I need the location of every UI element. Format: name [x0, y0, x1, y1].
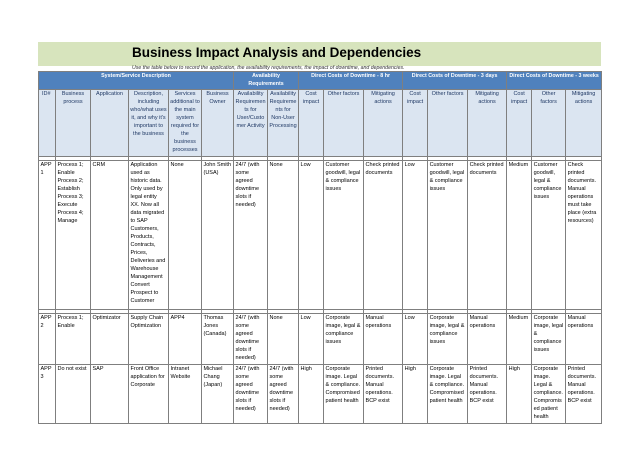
- column-header: Services additional to the main system required for the business processes: [169, 90, 202, 157]
- table-cell: 24/7 (with some agreed downtime slots if needed): [234, 314, 268, 365]
- table-cell: Printed documents. Manual operations. BCP exist: [566, 364, 602, 423]
- column-header: Availability Requirements for Non-User Processing: [268, 90, 299, 157]
- group-header-availability: Availability Requirements: [234, 72, 299, 90]
- table-cell: Corporate image. Legal & compliance. Compromised patient health: [428, 364, 468, 423]
- column-header: Other factors: [532, 90, 566, 157]
- table-cell: APP4: [169, 314, 202, 365]
- table-cell: Medium: [507, 161, 532, 310]
- column-header: Cost impact: [403, 90, 428, 157]
- group-header-system: System/Service Description: [39, 72, 234, 90]
- table-cell: John Smith (USA): [202, 161, 234, 310]
- table-cell: Medium: [507, 314, 532, 365]
- group-header-3weeks: Direct Costs of Downtime - 3 weeks: [507, 72, 602, 90]
- table-cell: Low: [299, 314, 324, 365]
- table-cell: Check printed documents: [364, 161, 403, 310]
- table-cell: Customer goodwill, legal & compliance issues: [428, 161, 468, 310]
- bia-table: [38, 71, 602, 424]
- table-cell: Corporate image, legal & compliance issues: [428, 314, 468, 365]
- table-cell: Corporate image. Legal & compliance. Compromised patient health: [324, 364, 364, 423]
- group-header-3days: Direct Costs of Downtime - 3 days: [403, 72, 507, 90]
- column-header: Cost impact: [507, 90, 532, 157]
- table-cell: Corporate image, legal & compliance issues: [532, 314, 566, 365]
- table-cell: Customer goodwill, legal & compliance issues: [324, 161, 364, 310]
- table-cell: Low: [299, 161, 324, 310]
- table-cell: Low: [403, 314, 428, 365]
- table-cell: High: [507, 364, 532, 423]
- column-header: Business Owner: [202, 90, 234, 157]
- table-cell: Michael Chang (Japan): [202, 364, 234, 423]
- table-cell: Process 1; Enable Process 2; Establish Process 3; Execute Process 4; Manage: [56, 161, 91, 310]
- table-cell: Manual operations: [364, 314, 403, 365]
- page-title: Business Impact Analysis and Dependencies: [132, 45, 422, 60]
- table-cell: Manual operations: [468, 314, 507, 365]
- table-cell: 24/7 (with some agreed downtime slots if needed): [234, 161, 268, 310]
- table-cell: SAP: [91, 364, 129, 423]
- table-cell: High: [403, 364, 428, 423]
- column-header: Other factors: [428, 90, 468, 157]
- column-header-row: [39, 90, 602, 157]
- table-cell: Check printed documents: [468, 161, 507, 310]
- column-header: Availability Requirements for User/Customer Activity: [234, 90, 268, 157]
- column-header: Mitigating actions: [566, 90, 602, 157]
- column-header: Mitigating actions: [468, 90, 507, 157]
- column-header: ID#: [39, 90, 56, 157]
- table-cell: None: [169, 161, 202, 310]
- table-cell: APP1: [39, 161, 56, 310]
- table-cell: APP2: [39, 314, 56, 365]
- table-cell: Optimizator: [91, 314, 129, 365]
- column-header: Description, including who/what uses it, and why it's important to the business: [129, 90, 169, 157]
- table-cell: High: [299, 364, 324, 423]
- table-cell: Front Office application for Corporate: [129, 364, 169, 423]
- page-subtitle: Use the table below to record the application, the availability requirements, the impact of downtime, and dependencies.: [132, 65, 405, 71]
- table-cell: Printed documents. Manual operations. BCP exist: [468, 364, 507, 423]
- table-cell: Low: [403, 161, 428, 310]
- table-cell: Check printed documents. Manual operations must take place (extra resources): [566, 161, 602, 310]
- table-cell: Printed documents. Manual operations. BCP exist: [364, 364, 403, 423]
- column-header: Cost impact: [299, 90, 324, 157]
- table-cell: Intranet Website: [169, 364, 202, 423]
- column-header: Mitigating actions: [364, 90, 403, 157]
- table-cell: Supply Chain Optimization: [129, 314, 169, 365]
- table-cell: Corporate image, legal & compliance issues: [324, 314, 364, 365]
- table-cell: Customer goodwill, legal & compliance issues: [532, 161, 566, 310]
- group-header-row: [39, 72, 602, 90]
- table-row: [39, 314, 602, 365]
- table-cell: Manual operations: [566, 314, 602, 365]
- table-cell: Do not exist: [56, 364, 91, 423]
- table-cell: Thomas Jones (Canada): [202, 314, 234, 365]
- group-header-8hr: Direct Costs of Downtime - 8 hr: [299, 72, 403, 90]
- column-header: Business process: [56, 90, 91, 157]
- table-cell: 24/7 (with some agreed downtime slots if needed): [234, 364, 268, 423]
- table-cell: 24/7 (with some agreed downtime slots if needed): [268, 364, 299, 423]
- table-cell: CRM: [91, 161, 129, 310]
- column-header: Application: [91, 90, 129, 157]
- table-cell: Process 1; Enable: [56, 314, 91, 365]
- table-cell: Corporate image. Legal & compliance. Compromised patient health: [532, 364, 566, 423]
- table-cell: APP3: [39, 364, 56, 423]
- table-cell: None: [268, 314, 299, 365]
- table-row: [39, 161, 602, 310]
- table-cell: None: [268, 161, 299, 310]
- column-header: Other factors: [324, 90, 364, 157]
- table-row: [39, 364, 602, 423]
- table-cell: Application used as historic data. Only used by legal entity XX. Now all data migrated to SAP Customers, Products, Contracts, Prices, Deliveries and Warehouse Management Convert Prospect to Customer: [129, 161, 169, 310]
